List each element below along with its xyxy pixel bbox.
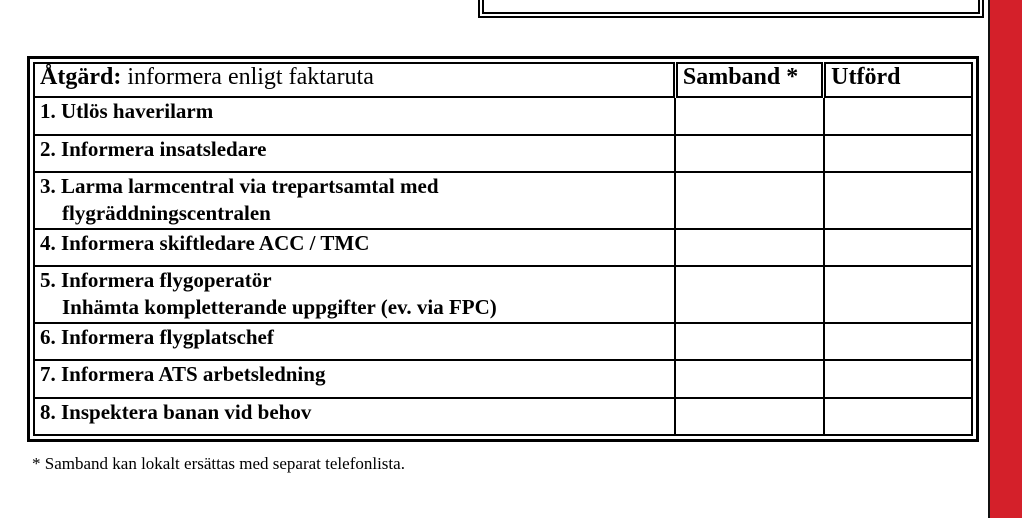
top-box-frame xyxy=(482,0,980,14)
table-row xyxy=(34,97,972,134)
task-text: 7. Informera ATS arbetsledning xyxy=(40,362,326,387)
samband-cell[interactable] xyxy=(675,229,823,266)
utford-cell[interactable] xyxy=(824,229,972,266)
checklist-table xyxy=(33,62,973,436)
table-row xyxy=(34,135,972,172)
header-action xyxy=(34,63,675,97)
utford-cell[interactable] xyxy=(824,172,972,229)
checklist-frame xyxy=(27,56,979,442)
samband-cell[interactable] xyxy=(675,323,823,360)
header-action-text: informera enligt faktaruta xyxy=(121,64,374,90)
table-row xyxy=(34,323,972,360)
utford-cell[interactable] xyxy=(824,360,972,397)
table-row xyxy=(34,398,972,436)
task-text: 8. Inspektera banan vid behov xyxy=(40,399,312,424)
footnote: * Samband kan lokalt ersättas med separat telefonlista. xyxy=(32,454,405,473)
task-cell xyxy=(34,97,675,134)
samband-cell[interactable] xyxy=(675,172,823,229)
utford-cell[interactable] xyxy=(824,97,972,134)
table-row xyxy=(34,360,972,397)
task-text: 6. Informera flygplatschef xyxy=(40,324,274,349)
task-text-line2: flygräddningscentralen xyxy=(62,201,271,226)
header-row xyxy=(34,63,972,97)
header-utford: Utförd xyxy=(824,63,972,97)
table-row xyxy=(34,266,972,323)
task-text-line2: Inhämta kompletterande uppgifter (ev. via FPC) xyxy=(62,295,497,320)
task-cell xyxy=(34,172,675,229)
task-cell xyxy=(34,135,675,172)
samband-cell[interactable] xyxy=(675,266,823,323)
task-text: 2. Informera insatsledare xyxy=(40,136,267,161)
task-cell xyxy=(34,398,675,436)
task-text: 3. Larma larmcentral via trepartsamtal med xyxy=(40,174,439,199)
samband-cell[interactable] xyxy=(675,97,823,134)
samband-cell[interactable] xyxy=(675,360,823,397)
samband-cell[interactable] xyxy=(675,135,823,172)
utford-cell[interactable] xyxy=(824,323,972,360)
task-cell xyxy=(34,323,675,360)
header-action-label: Åtgärd: xyxy=(40,64,122,90)
red-side-bar xyxy=(988,0,1022,518)
task-cell xyxy=(34,360,675,397)
task-cell xyxy=(34,229,675,266)
samband-cell[interactable] xyxy=(675,398,823,436)
utford-cell[interactable] xyxy=(824,135,972,172)
task-text: 5. Informera flygoperatör xyxy=(40,268,272,293)
utford-cell[interactable] xyxy=(824,398,972,436)
table-row xyxy=(34,229,972,266)
task-text: 4. Informera skiftledare ACC / TMC xyxy=(40,230,370,255)
task-cell xyxy=(34,266,675,323)
header-samband: Samband * xyxy=(675,63,823,97)
table-row xyxy=(34,172,972,229)
utford-cell[interactable] xyxy=(824,266,972,323)
task-text: 1. Utlös haverilarm xyxy=(40,99,214,124)
